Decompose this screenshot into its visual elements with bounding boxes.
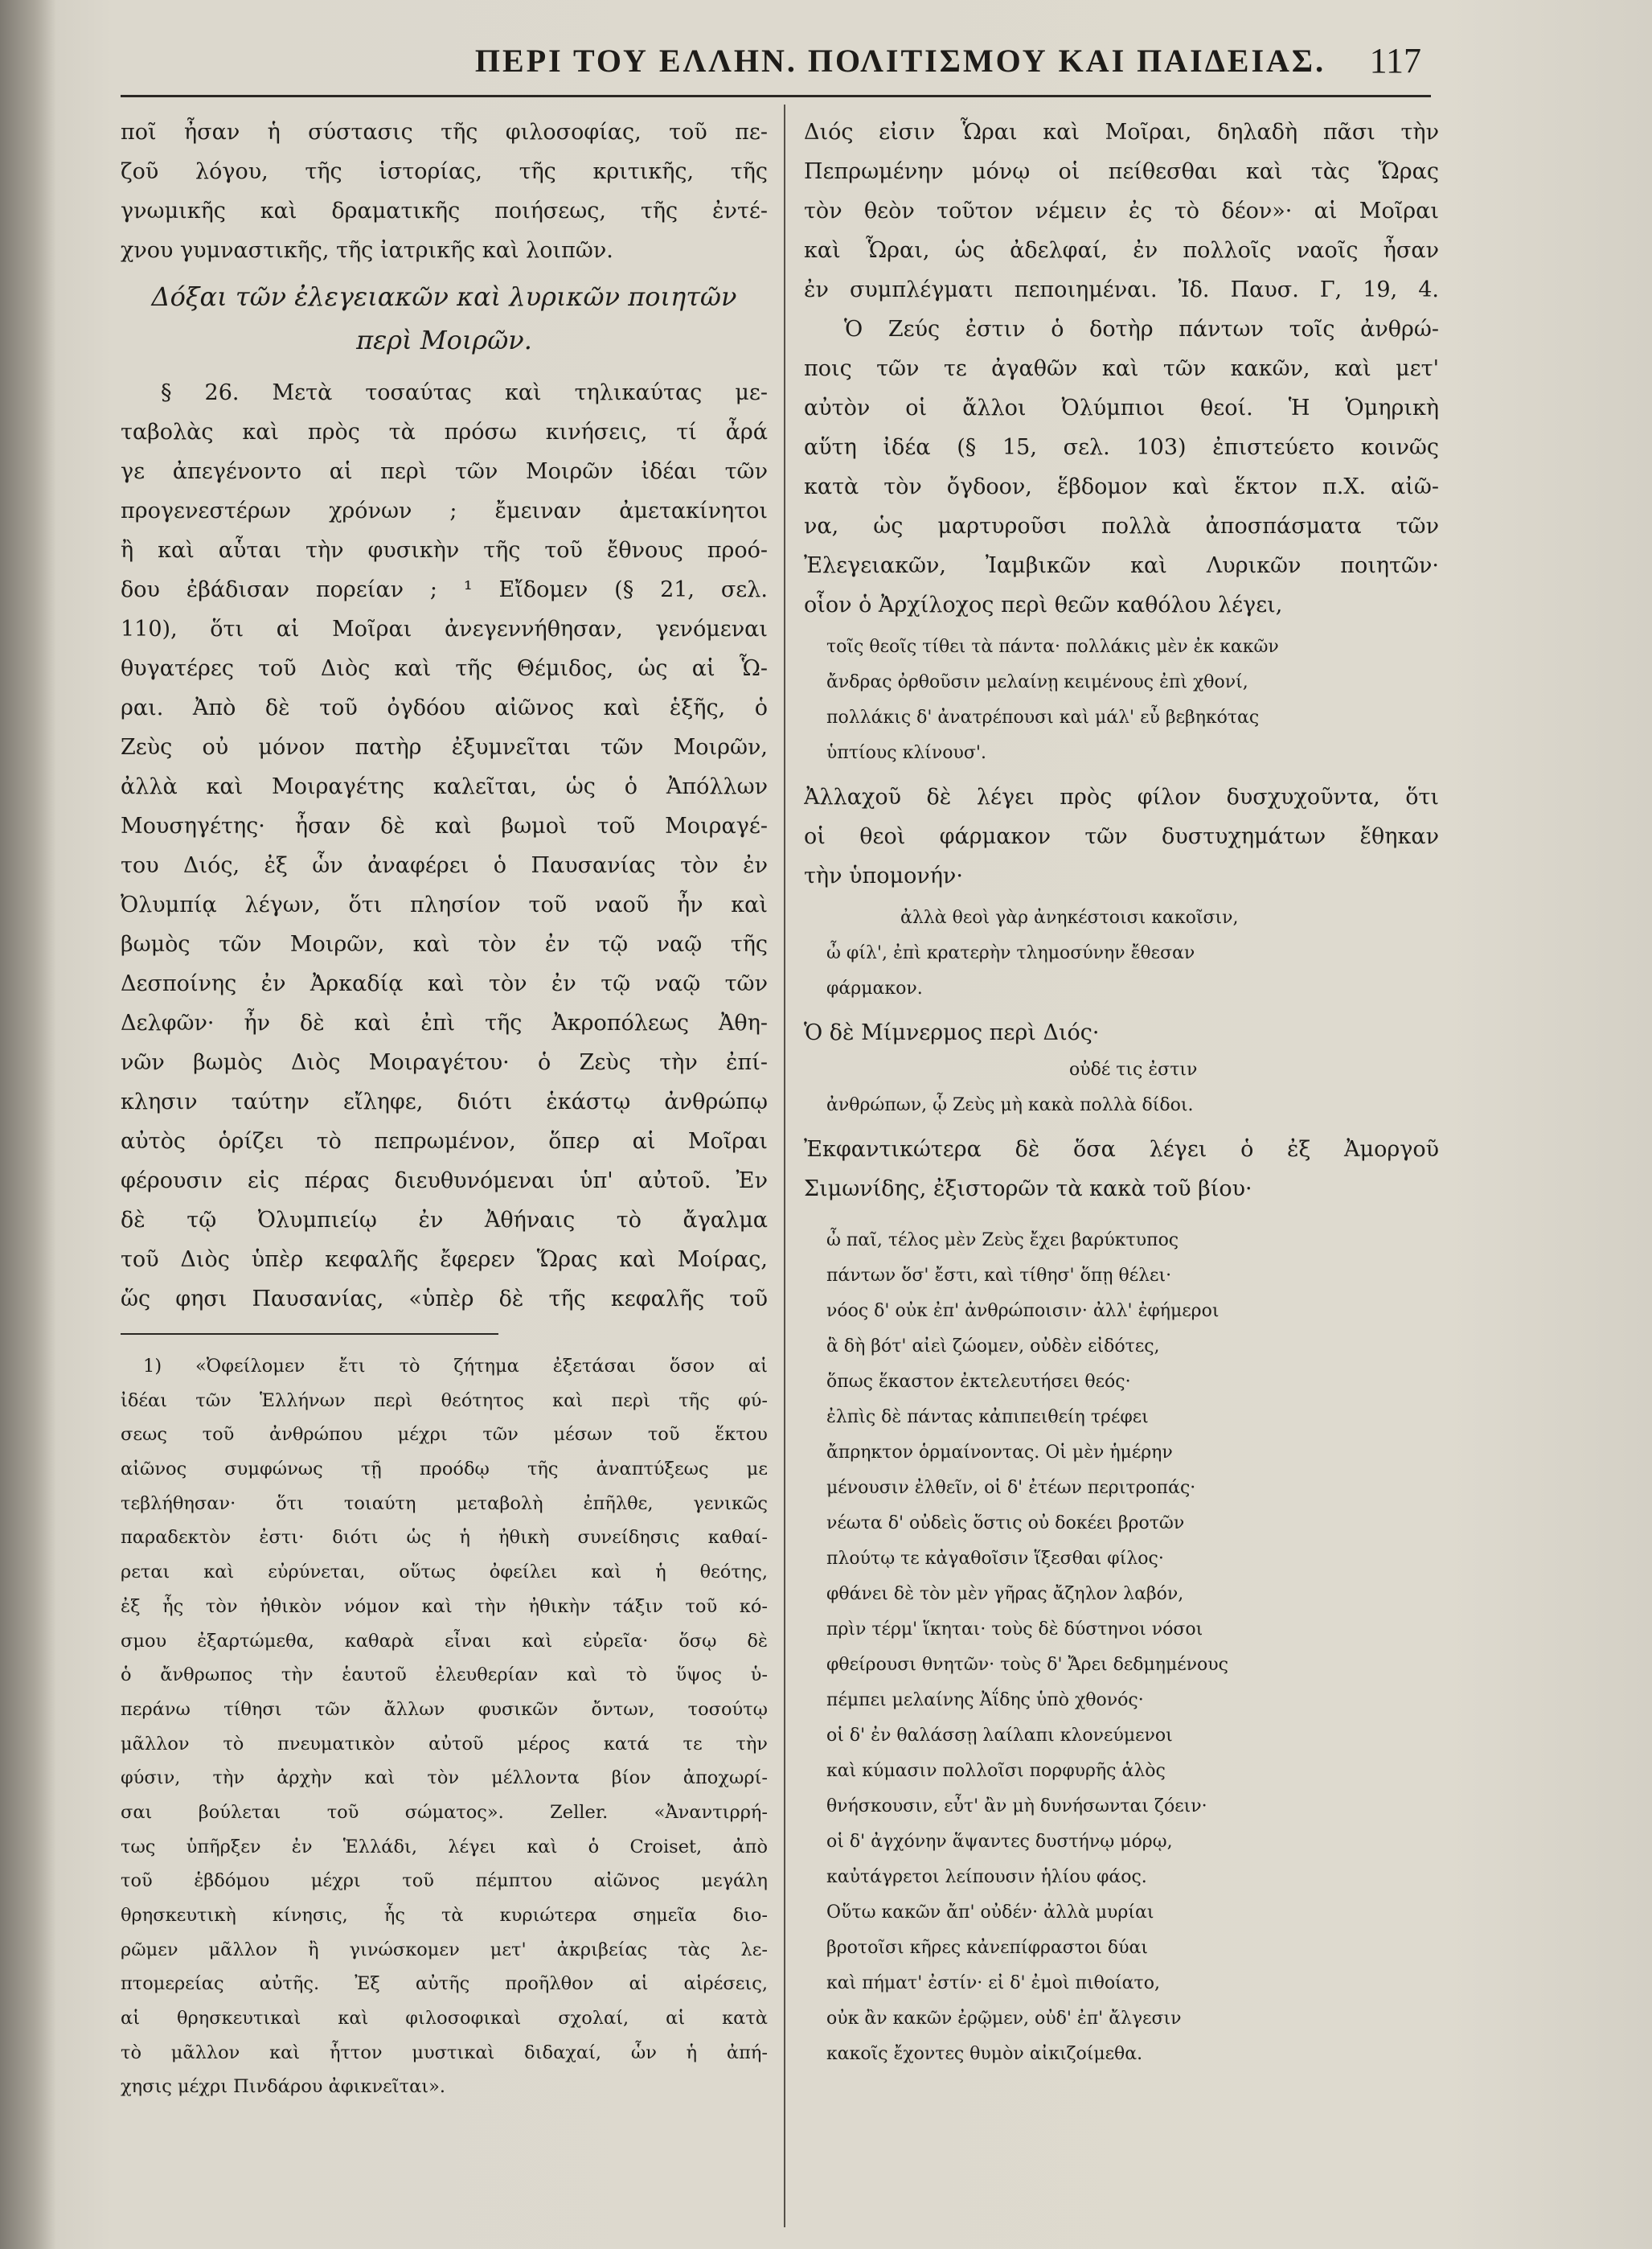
text-line: ποις τῶν τε ἀγαθῶν καὶ τῶν κακῶν, καὶ μετ' [804, 356, 1439, 381]
text-line: ὥς φησι Παυσανίας, «ὑπὲρ δὲ τῆς κεφαλῆς τοῦ [121, 1287, 768, 1311]
text-line: 110), ὅτι αἱ Μοῖραι ἀνεγεννήθησαν, γενόμεναι [121, 617, 768, 642]
footnote-line: σμου ἐξαρτώμεθα, καθαρὰ εἶναι καὶ εὐρεῖα· ὅσῳ δὲ [121, 1630, 768, 1652]
text-line: Ὁ Ζεύς ἐστιν ὁ δοτὴρ πάντων τοῖς ἀνθρώ- [844, 317, 1439, 342]
verse-line: φάρμακον. [826, 979, 923, 999]
footnote-line: πτομερείας αὐτῆς. Ἐξ αὐτῆς προῆλθον αἱ αἱρέσεις, [121, 1973, 768, 1995]
footnote-line: σαι βούλεται τοῦ σώματος». Zeller. «Ἀναντιρρή- [121, 1801, 768, 1823]
text-line: τὸν θεὸν τοῦτον νέμειν ἐς τὸ δέον»· αἱ Μοῖραι [804, 199, 1439, 224]
verse-line: νόος δ' οὐκ ἐπ' ἀνθρώποισιν· ἀλλ' ἐφήμεροι [826, 1301, 1220, 1321]
text-line: θυγατέρες τοῦ Διὸς καὶ τῆς Θέμιδος, ὡς αἱ Ὧ- [121, 656, 768, 681]
simonides-verse [804, 1223, 1439, 2072]
text-line: τὴν ὑπομονήν· [804, 864, 963, 889]
continued-paragraph [804, 113, 1439, 625]
footnote-line: περάνω τίθησι τῶν ἄλλων φυσικῶν ὄντων, τοσούτῳ [121, 1698, 768, 1720]
text-line: Ζεὺς οὐ μόνον πατὴρ ἐξυμνεῖται τῶν Μοιρῶν, [121, 735, 768, 760]
verse-line: φθάνει δὲ τὸν μὲν γῆρας ἄζηλον λαβόν, [826, 1584, 1184, 1604]
text-line: Δεσποίνης ἐν Ἀρκαδίᾳ καὶ τὸν ἐν τῷ ναῷ τῶν [121, 971, 768, 996]
text-line: Ἐλεγειακῶν, Ἰαμβικῶν καὶ Λυρικῶν ποιητῶν· [804, 553, 1439, 578]
text-line: οἷον ὁ Ἀρχίλοχος περὶ θεῶν καθόλου λέγει, [804, 593, 1283, 618]
column-divider [784, 105, 785, 2227]
text-line: ἐν συμπλέγματι πεποιημέναι. Ἰδ. Παυσ. Γ, 19, 4. [804, 277, 1439, 302]
text-line: δου ἐβάδισαν πορείαν ; ¹ Εἴδομεν (§ 21, σελ. [121, 577, 768, 602]
text-line: κατὰ τὸν ὄγδοον, ἕβδομον καὶ ἕκτον π.Χ. αἰῶ- [804, 474, 1439, 499]
footnote-line: αἱ θρησκευτικαὶ καὶ φιλοσοφικαὶ σχολαί, αἱ κατὰ [121, 2008, 768, 2029]
archilochus-paragraph [804, 778, 1439, 896]
text-line: ἀλλὰ καὶ Μοιραγέτης καλεῖται, ὡς ὁ Ἀπόλλων [121, 774, 768, 799]
page-number: 117 [1369, 41, 1421, 80]
verse-line: ἐλπὶς δὲ πάντας κἀπιπειθείη τρέφει [826, 1407, 1149, 1427]
text-line: νῶν βωμὸς Διὸς Μοιραγέτου· ὁ Ζεὺς τὴν ἐπί- [121, 1050, 768, 1075]
text-line: βωμὸς τῶν Μοιρῶν, καὶ τὸν ἐν τῷ ναῷ τῆς [121, 932, 768, 957]
footnote-line: ρεται καὶ εὐρύνεται, οὕτως ὀφείλει καὶ ἡ θεότης, [121, 1562, 768, 1583]
text-line: προγενεστέρων χρόνων ; ἔμειναν ἀμετακίνητοι [121, 499, 768, 523]
verse-line: φθείρουσι θνητῶν· τοὺς δ' Ἄρει δεδμημένους [826, 1655, 1228, 1675]
verse-line: καὐτάγρετοι λείπουσιν ἡλίου φάος. [826, 1867, 1147, 1887]
section-26-paragraph [121, 373, 768, 1319]
section-heading-line: περὶ Μοιρῶν. [356, 325, 532, 355]
text-line: ἢ καὶ αὗται τὴν φυσικὴν τῆς τοῦ ἔθνους προό- [121, 538, 768, 563]
intro-paragraph [121, 113, 768, 270]
footnote-line: σεως τοῦ ἀνθρώπου μέχρι τῶν μέσων τοῦ ἕκτου [121, 1424, 768, 1446]
text-line: φέρουσιν εἰς πέρας διευθυνόμεναι ὑπ' αὐτοῦ. Ἐν [121, 1168, 768, 1193]
verse-line: πολλάκις δ' ἀνατρέπουσι καὶ μάλ' εὖ βεβηκότας [826, 708, 1260, 728]
verse-line: πέμπει μελαίνης Ἀΐδης ὑπὸ χθονός· [826, 1690, 1144, 1710]
footnote-line: χησις μέχρι Πινδάρου ἀφικνεῖται». [121, 2076, 446, 2098]
text-line: Ἀλλαχοῦ δὲ λέγει πρὸς φίλον δυσχυχοῦντα, ὅτι [804, 785, 1439, 810]
verse-line: πλούτῳ τε κἀγαθοῖσιν ἵξεσθαι φίλος· [826, 1549, 1164, 1569]
mimnermus-verse [804, 1053, 1439, 1123]
text-line: Σιμωνίδης, ἐξιστορῶν τὰ κακὰ τοῦ βίου· [804, 1176, 1252, 1201]
footnote-line: ὁ ἄνθρωπος τὴν ἑαυτοῦ ἐλευθερίαν καὶ τὸ ὕψος ὑ- [121, 1664, 768, 1686]
verse-line: πρὶν τέρμ' ἵκηται· τοὺς δὲ δύστηνοι νόσοι [826, 1619, 1203, 1640]
verse-line: κακοῖς ἔχοντες θυμὸν αἰκιζοίμεθα. [826, 2044, 1143, 2064]
footnote-line: τεβλήθησαν· ὅτι τοιαύτη μεταβολὴ ἐπῆλθε, γενικῶς [121, 1492, 768, 1514]
text-line: του Διός, ἐξ ὧν ἀναφέρει ὁ Παυσανίας τὸν ἐν [121, 853, 768, 878]
text-line: δὲ τῷ Ὀλυμπιείῳ ἐν Ἀθήναις τὸ ἄγαλμα [121, 1208, 768, 1233]
text-line: αὐτὸς ὁρίζει τὸ πεπρωμένον, ὅπερ αἱ Μοῖραι [121, 1129, 768, 1154]
text-line: Πεπρωμένην μόνῳ οἱ πείθεσθαι καὶ τὰς Ὥρας [804, 159, 1439, 184]
footnote-line: θρησκευτικὴ κίνησις, ἧς τὰ κυριώτερα σημεῖα διο- [121, 1905, 768, 1926]
verse-line: οὐδέ τις ἐστιν [1069, 1060, 1198, 1080]
footnote-line: παραδεκτὸν ἐστι· διότι ὡς ἡ ἠθικὴ συνείδησις καθαί- [121, 1527, 768, 1549]
footnote-line: μᾶλλον τὸ πνευματικὸν αὐτοῦ μέρος κατά τε τὴν [121, 1733, 768, 1754]
verse-line: ἀλλὰ θεοὶ γὰρ ἀνηκέστοισι κακοῖσιν, [900, 908, 1239, 928]
footnote-line: τως ὑπῆρξεν ἐν Ἑλλάδι, λέγει καὶ ὁ Croiset, ἀπὸ [121, 1836, 768, 1857]
verse-line: ἄνδρας ὀρθοῦσιν μελαίνῃ κειμένους ἐπὶ χθονί, [826, 672, 1248, 692]
footnote-line: τὸ μᾶλλον καὶ ἧττον μυστικαὶ διδαχαί, ὧν ἡ ἀπή- [121, 2042, 768, 2063]
footnote-line: ἐξ ἧς τὸν ἠθικὸν νόμον καὶ τὴν ἠθικὴν τάξιν τοῦ κό- [121, 1595, 768, 1617]
binding-gutter-shadow [0, 0, 56, 2249]
section-heading-line: Δόξαι τῶν ἐλεγειακῶν καὶ λυρικῶν ποιητῶν [151, 281, 737, 312]
text-line: κλησιν ταύτην εἴληφε, διότι ἑκάστῳ ἀνθρώπῳ [121, 1090, 768, 1114]
header-rule [121, 95, 1431, 97]
text-line: αὐτὸν οἱ ἄλλοι Ὀλύμπιοι θεοί. Ἡ Ὁμηρικὴ [804, 396, 1439, 421]
text-line: γε ἀπεγένοντο αἱ περὶ τῶν Μοιρῶν ἰδέαι τῶν [121, 459, 768, 484]
text-line: Ἐκφαντικώτερα δὲ ὅσα λέγει ὁ ἐξ Ἀμοργοῦ [804, 1137, 1439, 1162]
text-line: αὕτη ἰδέα (§ 15, σελ. 103) ἐπιστεύετο κοινῶς [804, 435, 1439, 460]
text-line: Διός εἰσιν Ὧραι καὶ Μοῖραι, δηλαδὴ πᾶσι τὴν [804, 120, 1439, 145]
footnote-1 [121, 1349, 768, 2104]
text-line: ποῖ ἦσαν ἡ σύστασις τῆς φιλοσοφίας, τοῦ πε- [121, 120, 768, 145]
footnote-line: ρῶμεν μᾶλλον ἢ γινώσκομεν μετ' ἀκριβείας τὰς λε- [121, 1939, 768, 1960]
footnote-line: ἰδέαι τῶν Ἑλλήνων περὶ θεότητος καὶ περὶ τῆς φύ- [121, 1389, 768, 1411]
text-line: τοῦ Διὸς ὑπὲρ κεφαλῆς ἔφερεν Ὥρας καὶ Μοίρας, [121, 1247, 768, 1272]
verse-line: καὶ πήματ' ἐστίν· εἰ δ' ἐμοὶ πιθοίατο, [826, 1973, 1160, 1993]
text-line: ζοῦ λόγου, τῆς ἱστορίας, τῆς κριτικῆς, τῆς [121, 159, 768, 184]
verse-line: οἱ δ' ἀγχόνην ἅψαντες δυστήνῳ μόρῳ, [826, 1832, 1173, 1852]
footnote-line: φύσιν, τὴν ἀρχὴν καὶ τὸν μέλλοντα βίον ἀποχωρί- [121, 1767, 768, 1789]
text-line: Ὁ δὲ Μίμνερμος περὶ Διός· [804, 1020, 1100, 1045]
verse-line: ἀνθρώπων, ᾧ Ζεὺς μὴ κακὰ πολλὰ δίδοι. [826, 1095, 1194, 1115]
verse-line: βροτοῖσι κῆρες κἀνεπίφραστοι δύαι [826, 1938, 1148, 1958]
verse-line: τοῖς θεοῖς τίθει τὰ πάντα· πολλάκις μὲν ἐκ κακῶν [826, 637, 1279, 657]
verse-line: οἱ δ' ἐν θαλάσσῃ λαίλαπι κλονεύμενοι [826, 1726, 1173, 1746]
section-heading [121, 275, 768, 362]
text-line: Ὀλυμπίᾳ λέγων, ὅτι πλησίον τοῦ ναοῦ ἦν καὶ [121, 893, 768, 917]
text-line: Μουσηγέτης· ἦσαν δὲ καὶ βωμοὶ τοῦ Μοιραγέ- [121, 814, 768, 839]
verse-line: ὦ παῖ, τέλος μὲν Ζεὺς ἔχει βαρύκτυπος [826, 1230, 1179, 1250]
running-header: ΠΕΡΙ ΤΟΥ ΕΛΛΗΝ. ΠΟΛΙΤΙΣΜΟΥ ΚΑΙ ΠΑΙΔΕΙΑΣ. [474, 43, 1326, 79]
text-line: χνου γυμναστικῆς, τῆς ἰατρικῆς καὶ λοιπῶν. [121, 238, 613, 263]
verse-line: Οὕτω κακῶν ἄπ' οὐδέν· ἀλλὰ μυρίαι [826, 1902, 1154, 1923]
text-line: ταβολὰς καὶ πρὸς τὰ πρόσω κινήσεις, τί ἆρά [121, 420, 768, 445]
right-column [804, 113, 1439, 2072]
verse-line: ἃ δὴ βότ' αἰεὶ ζώομεν, οὐδὲν εἰδότες, [826, 1336, 1160, 1356]
text-line: καὶ Ὧραι, ὡς ἀδελφαί, ἐν πολλοῖς ναοῖς ἦσαν [804, 238, 1439, 263]
verse-line: θνήσκουσιν, εὖτ' ἂν μὴ δυνήσωνται ζόειν· [826, 1796, 1207, 1816]
verse-line: ὦ φίλ', ἐπὶ κρατερὴν τλημοσύνην ἔθεσαν [826, 943, 1195, 963]
footnote-rule [121, 1333, 498, 1335]
archilochus-verse [804, 630, 1439, 771]
mimnermus-paragraph [804, 1013, 1439, 1053]
archilochus-verse-2 [804, 901, 1439, 1007]
verse-line: πάντων ὅσ' ἔστι, καὶ τίθησ' ὅπῃ θέλει· [826, 1266, 1172, 1286]
simonides-paragraph [804, 1130, 1439, 1209]
verse-line: νέωτα δ' οὐδεὶς ὅστις οὐ δοκέει βροτῶν [826, 1513, 1185, 1533]
footnote-line: 1) «Ὀφείλομεν ἔτι τὸ ζήτημα ἐξετάσαι ὅσον αἱ [143, 1356, 768, 1377]
text-line: γνωμικῆς καὶ δραματικῆς ποιήσεως, τῆς ἐντέ- [121, 199, 768, 224]
verse-line: μένουσιν ἐλθεῖν, οἱ δ' ἐτέων περιτροπάς· [826, 1478, 1196, 1498]
footnote-line: αἰῶνος συμφώνως τῇ προόδῳ τῆς ἀναπτύξεως με [121, 1459, 768, 1480]
text-line: οἱ θεοὶ φάρμακον τῶν δυστυχημάτων ἔθηκαν [804, 824, 1439, 849]
left-column [121, 113, 768, 2104]
verse-line: ὅπως ἕκαστον ἐκτελευτήσει θεός· [826, 1372, 1131, 1392]
verse-line: οὐκ ἂν κακῶν ἐρῷμεν, οὐδ' ἐπ' ἄλγεσιν [826, 2009, 1182, 2029]
text-line: να, ὡς μαρτυροῦσι πολλὰ ἀποσπάσματα τῶν [804, 514, 1439, 539]
footnote-line: τοῦ ἑβδόμου μέχρι τοῦ πέμπτου αἰῶνος μεγάλη [121, 1870, 768, 1892]
text-line: Δελφῶν· ἦν δὲ καὶ ἐπὶ τῆς Ἀκροπόλεως Ἀθη- [121, 1011, 768, 1036]
text-line: § 26. Μετὰ τοσαύτας καὶ τηλικαύτας με- [161, 380, 768, 405]
verse-line: καὶ κύμασιν πολλοῖσι πορφυρῆς ἁλὸς [826, 1761, 1166, 1781]
verse-line: ἄπρηκτον ὁρμαίνοντας. Οἱ μὲν ἡμέρην [826, 1443, 1173, 1463]
verse-line: ὑπτίους κλίνουσ'. [826, 743, 986, 763]
text-line: ραι. Ἀπὸ δὲ τοῦ ὀγδόου αἰῶνος καὶ ἑξῆς, ὁ [121, 696, 768, 720]
